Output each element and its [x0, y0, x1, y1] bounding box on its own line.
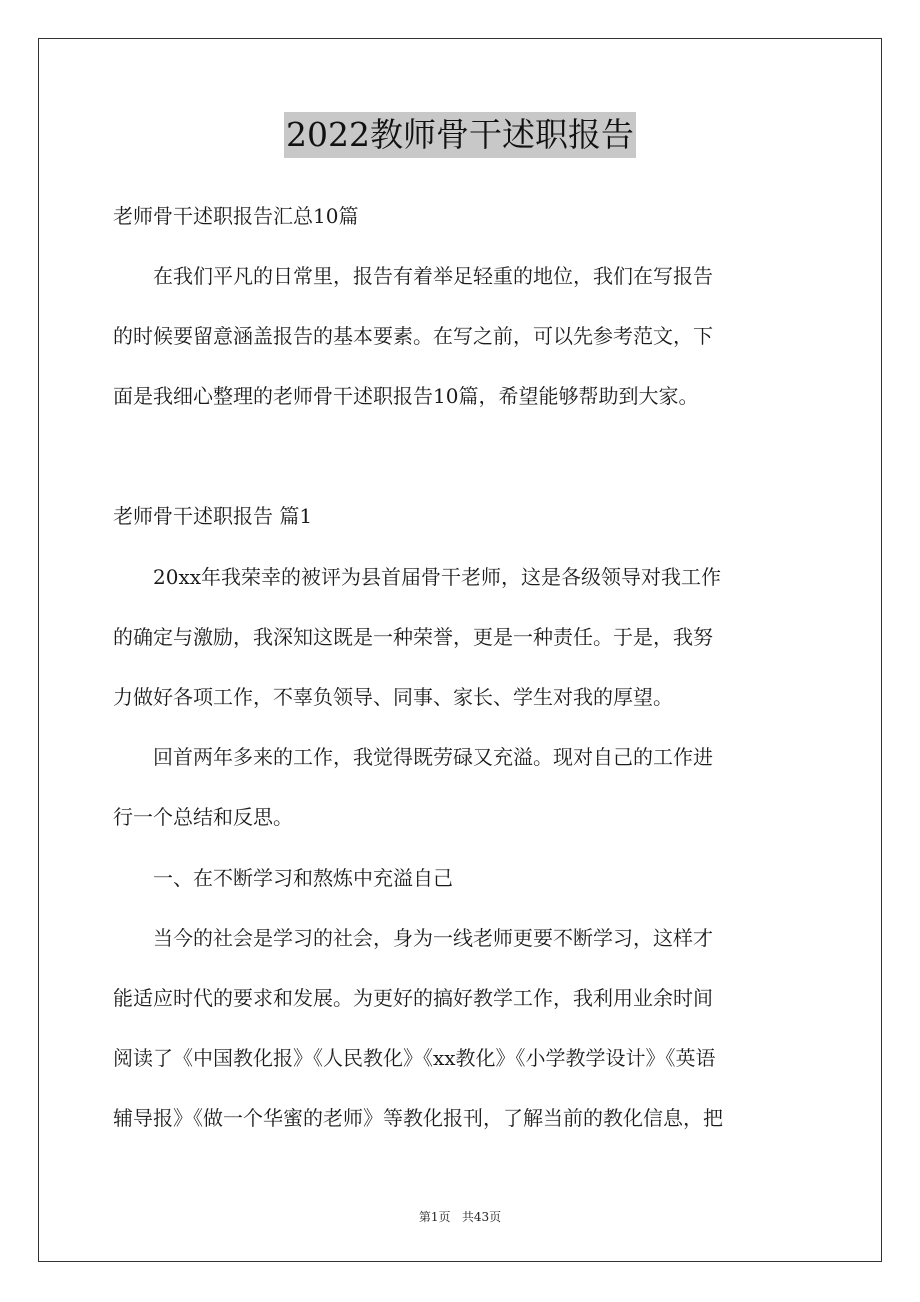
page-total: 共43页: [461, 1210, 502, 1224]
paragraph-line: 的确定与激励，我深知这既是一种荣誉，更是一种责任。于是，我努: [113, 625, 713, 649]
subsection-heading: 一、在不断学习和熬炼中充溢自己: [113, 866, 453, 890]
section-heading: 老师骨干述职报告 篇1: [113, 504, 313, 528]
paragraph-line: 在我们平凡的日常里，报告有着举足轻重的地位，我们在写报告: [113, 264, 713, 288]
paragraph-line: 当今的社会是学习的社会，身为一线老师更要不断学习，这样才: [113, 926, 713, 950]
paragraph-line: 辅导报》《做一个华蜜的老师》等教化报刊，了解当前的教化信息，把: [113, 1106, 723, 1130]
paragraph-line: 面是我细心整理的老师骨干述职报告10篇，希望能够帮助到大家。: [113, 384, 699, 408]
title-wrap: [0, 112, 920, 158]
paragraph-line: 行一个总结和反思。: [113, 805, 293, 829]
paragraph-line: 阅读了《中国教化报》《人民教化》《xx教化》《小学教学设计》《英语: [113, 1046, 716, 1070]
page-number: 第1页: [418, 1210, 451, 1224]
document-title: 2022教师骨干述职报告: [284, 112, 636, 158]
paragraph-line: 能适应时代的要求和发展。为更好的搞好教学工作，我利用业余时间: [113, 986, 713, 1010]
paragraph-line: 的时候要留意涵盖报告的基本要素。在写之前，可以先参考范文，下: [113, 324, 713, 348]
paragraph-line: 回首两年多来的工作，我觉得既劳碌又充溢。现对自己的工作进: [113, 745, 713, 769]
page-footer: [0, 1208, 920, 1225]
subtitle-line: 老师骨干述职报告汇总10篇: [113, 204, 359, 228]
paragraph-line: 20xx年我荣幸的被评为县首届骨干老师，这是各级领导对我工作: [113, 565, 722, 589]
paragraph-line: 力做好各项工作，不辜负领导、同事、家长、学生对我的厚望。: [113, 685, 673, 709]
